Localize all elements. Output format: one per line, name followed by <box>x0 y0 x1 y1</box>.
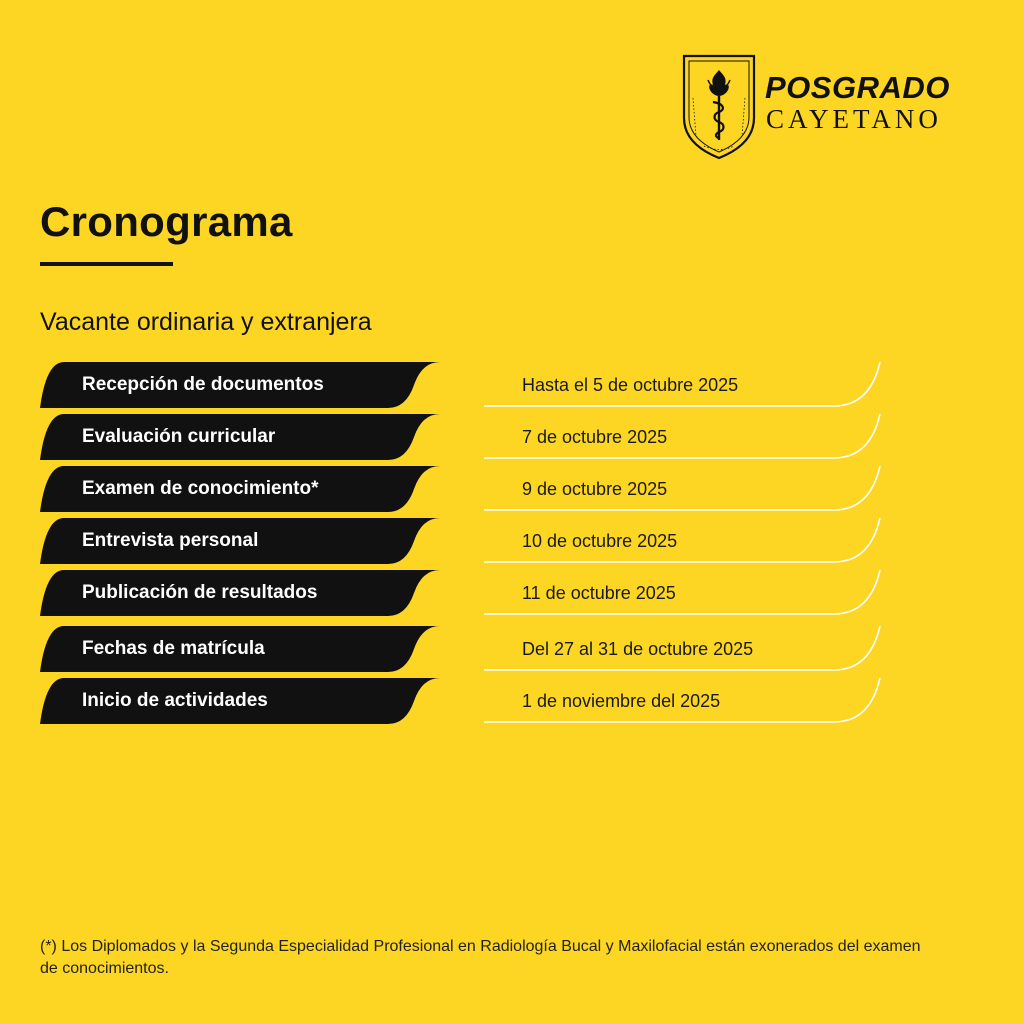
schedule-date: 7 de octubre 2025 <box>522 427 668 447</box>
schedule-label: Entrevista personal <box>82 530 259 551</box>
page-subtitle: Vacante ordinaria y extranjera <box>40 308 372 336</box>
schedule-row <box>0 678 1024 724</box>
schedule-label: Publicación de resultados <box>82 582 318 603</box>
schedule-date: Hasta el 5 de octubre 2025 <box>522 375 739 395</box>
university-seal-icon <box>680 52 758 162</box>
brand-line-posgrado: POSGRADO <box>765 70 950 105</box>
schedule-date: 1 de noviembre del 2025 <box>522 691 721 711</box>
title-underline <box>40 262 173 266</box>
footnote: (*) Los Diplomados y la Segunda Especialidad Profesional en Radiología Bucal y Maxilofacial están exonerados del examen de conocimientos. <box>40 938 921 977</box>
schedule-row <box>0 518 1024 564</box>
schedule-row <box>0 570 1024 616</box>
schedule-label: Recepción de documentos <box>82 374 324 395</box>
schedule-label: Inicio de actividades <box>82 690 268 711</box>
page-title: Cronograma <box>40 198 293 245</box>
schedule-date: 10 de octubre 2025 <box>522 531 678 551</box>
brand-line-cayetano: CAYETANO <box>766 104 942 134</box>
schedule-date: 11 de octubre 2025 <box>522 583 676 603</box>
schedule-label: Fechas de matrícula <box>82 638 265 659</box>
brand-logo <box>680 52 990 164</box>
schedule-row <box>0 626 1024 672</box>
schedule-date: Del 27 al 31 de octubre 2025 <box>522 639 754 659</box>
schedule-label: Examen de conocimiento* <box>82 478 319 499</box>
schedule-row <box>0 362 1024 408</box>
schedule-label: Evaluación curricular <box>82 426 276 447</box>
schedule-row <box>0 466 1024 512</box>
schedule-date: 9 de octubre 2025 <box>522 479 668 499</box>
schedule-row <box>0 414 1024 460</box>
